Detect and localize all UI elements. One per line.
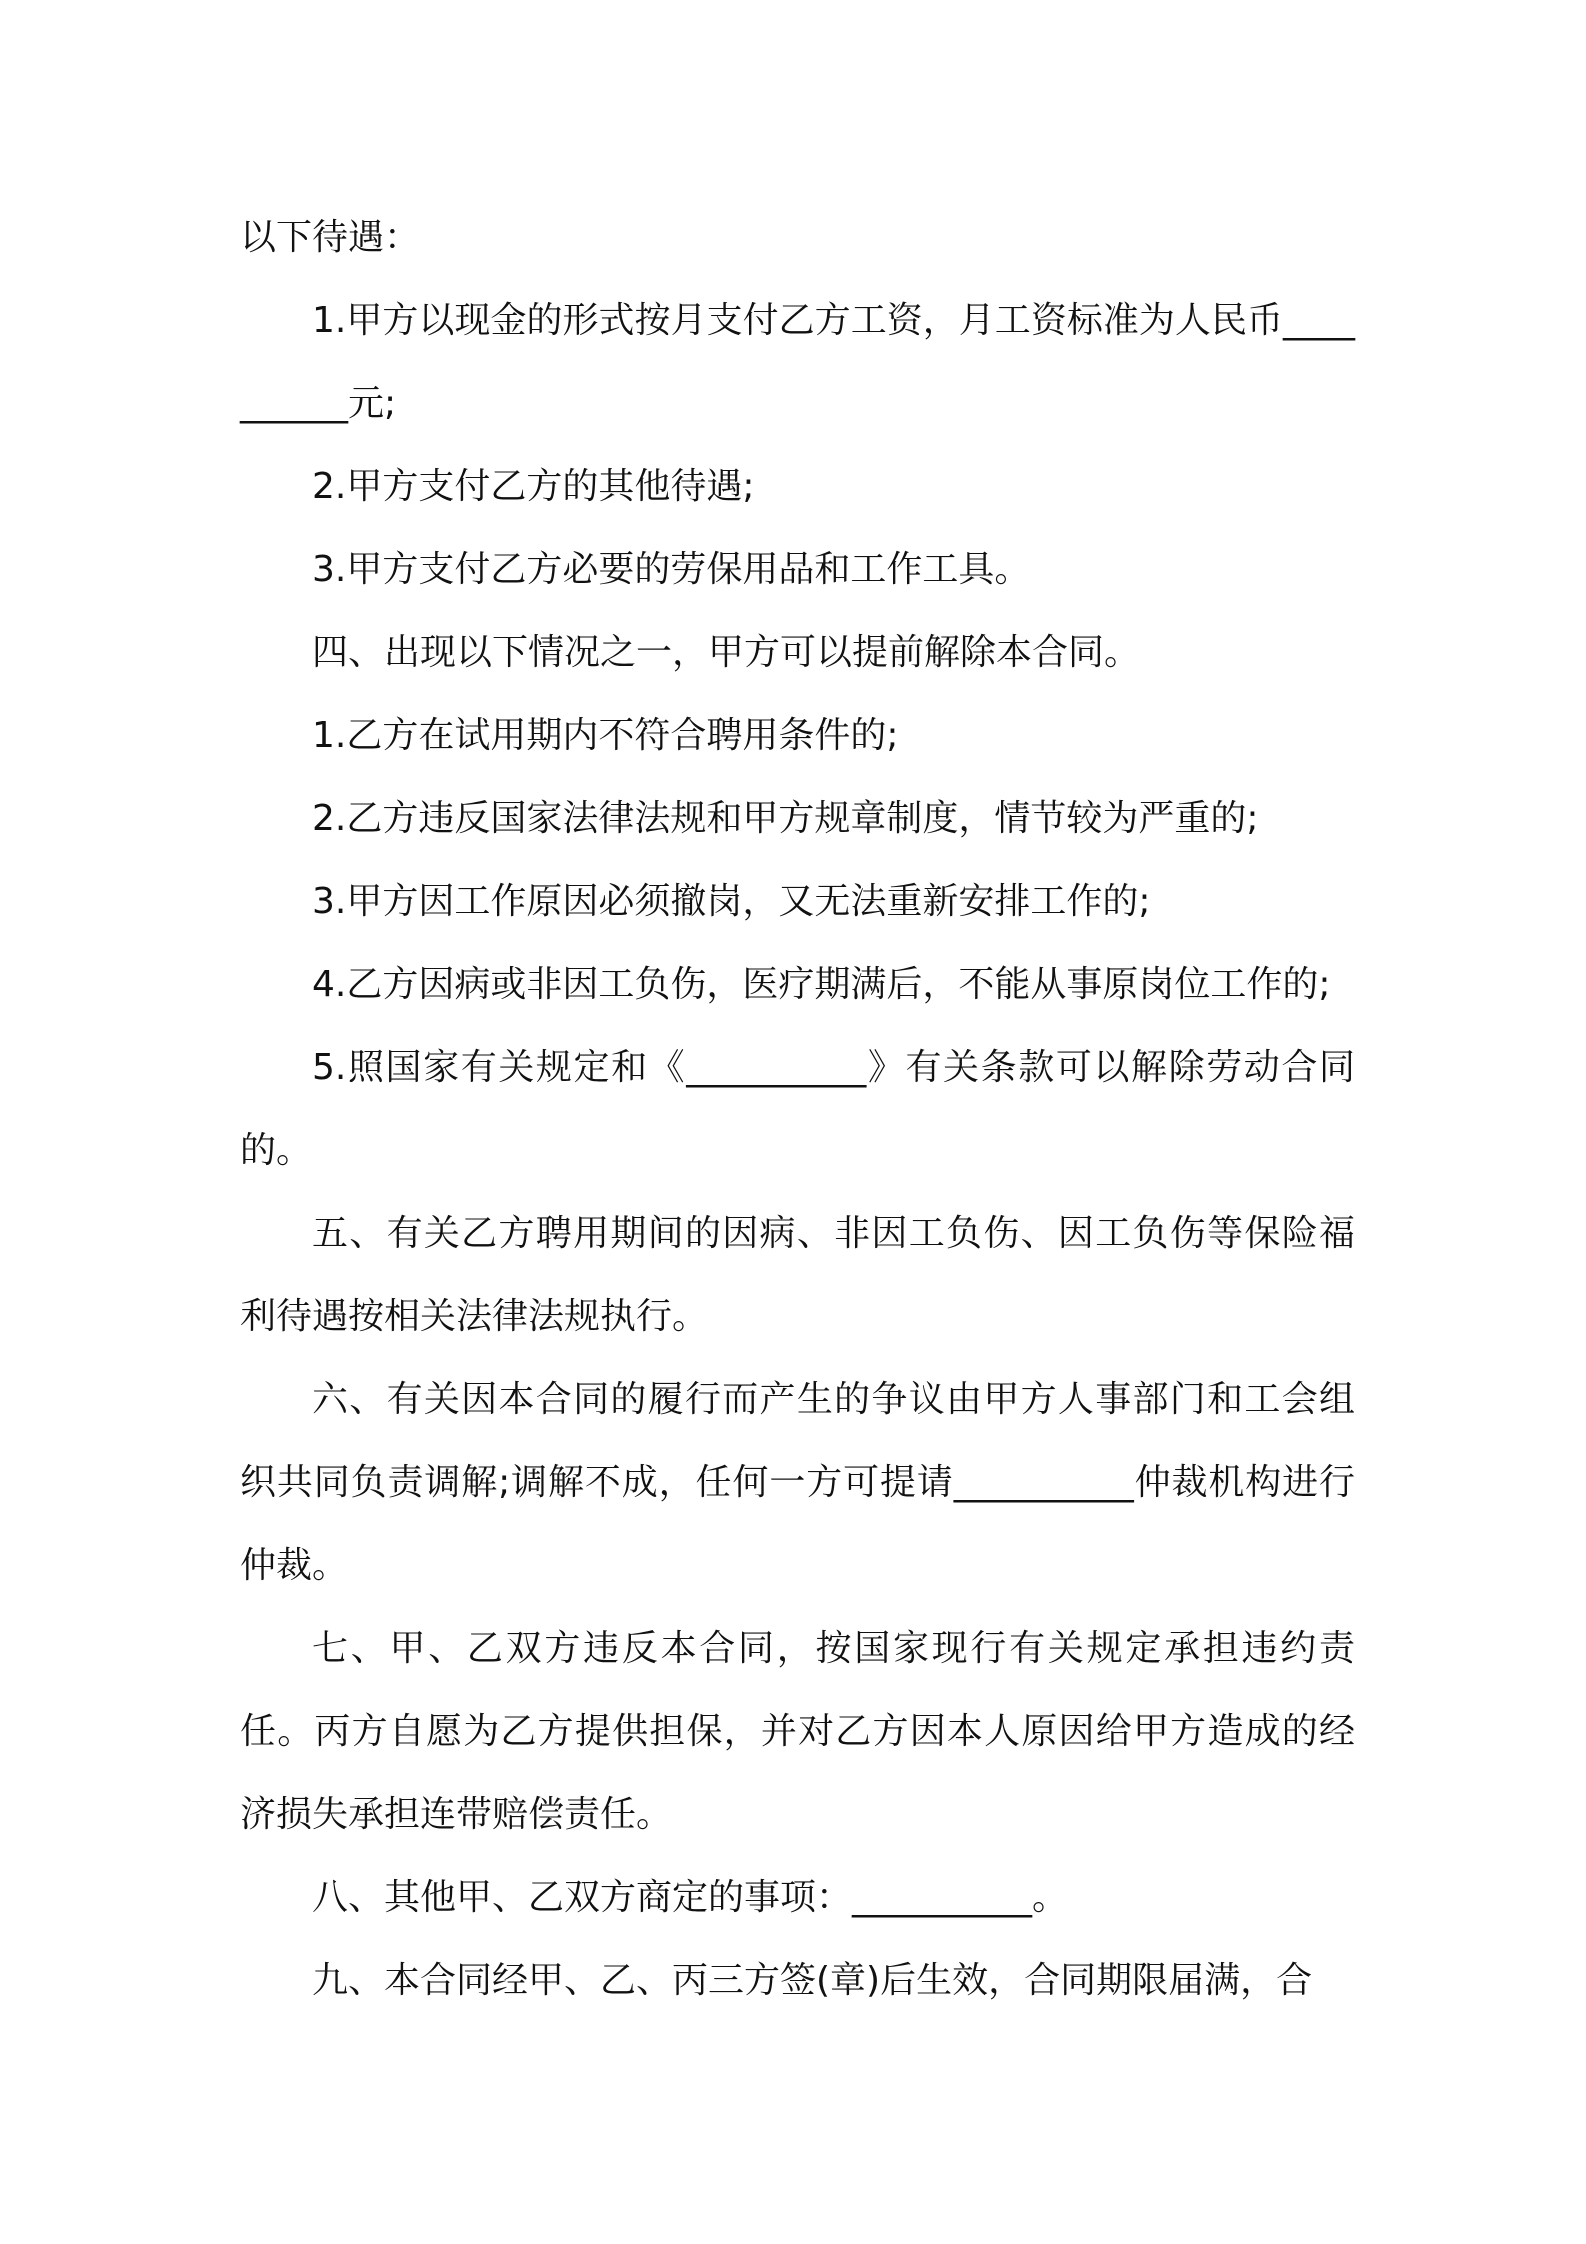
- document-body: [240, 196, 1355, 2022]
- paragraph-salary: 1.甲方以现金的形式按月支付乙方工资，月工资标准为人民币__________元;: [240, 300, 1355, 424]
- paragraph-benefits-intro: 以下待遇：: [240, 217, 421, 258]
- paragraph-termination-1: 1.乙方在试用期内不符合聘用条件的;: [312, 715, 899, 756]
- paragraph-other-benefits: 2.甲方支付乙方的其他待遇;: [312, 466, 755, 507]
- paragraph-termination-4: 4.乙方因病或非因工负伤，医疗期满后，不能从事原岗位工作的;: [312, 964, 1331, 1005]
- paragraph-section-4-heading: 四、出现以下情况之一，甲方可以提前解除本合同。: [312, 632, 1141, 673]
- paragraph-section-8: 八、其他甲、乙双方商定的事项：__________。: [312, 1877, 1069, 1918]
- paragraph-termination-2: 2.乙方违反国家法律法规和甲方规章制度，情节较为严重的;: [312, 798, 1259, 839]
- paragraph-termination-5: 5.照国家有关规定和《__________》有关条款可以解除劳动合同的。: [240, 1047, 1355, 1171]
- paragraph-termination-3: 3.甲方因工作原因必须撤岗，又无法重新安排工作的;: [312, 881, 1151, 922]
- paragraph-section-9: 九、本合同经甲、乙、丙三方签(章)后生效，合同期限届满，合: [312, 1960, 1313, 2001]
- paragraph-section-6: 六、有关因本合同的履行而产生的争议由甲方人事部门和工会组织共同负责调解;调解不成，任何一方可提请__________仲裁机构进行仲裁。: [240, 1379, 1355, 1586]
- paragraph-section-5: 五、有关乙方聘用期间的因病、非因工负伤、因工负伤等保险福利待遇按相关法律法规执行。: [240, 1213, 1355, 1337]
- paragraph-work-tools: 3.甲方支付乙方必要的劳保用品和工作工具。: [312, 549, 1031, 590]
- paragraph-section-7: 七、甲、乙双方违反本合同，按国家现行有关规定承担违约责任。丙方自愿为乙方提供担保，并对乙方因本人原因给甲方造成的经济损失承担连带赔偿责任。: [240, 1628, 1355, 1835]
